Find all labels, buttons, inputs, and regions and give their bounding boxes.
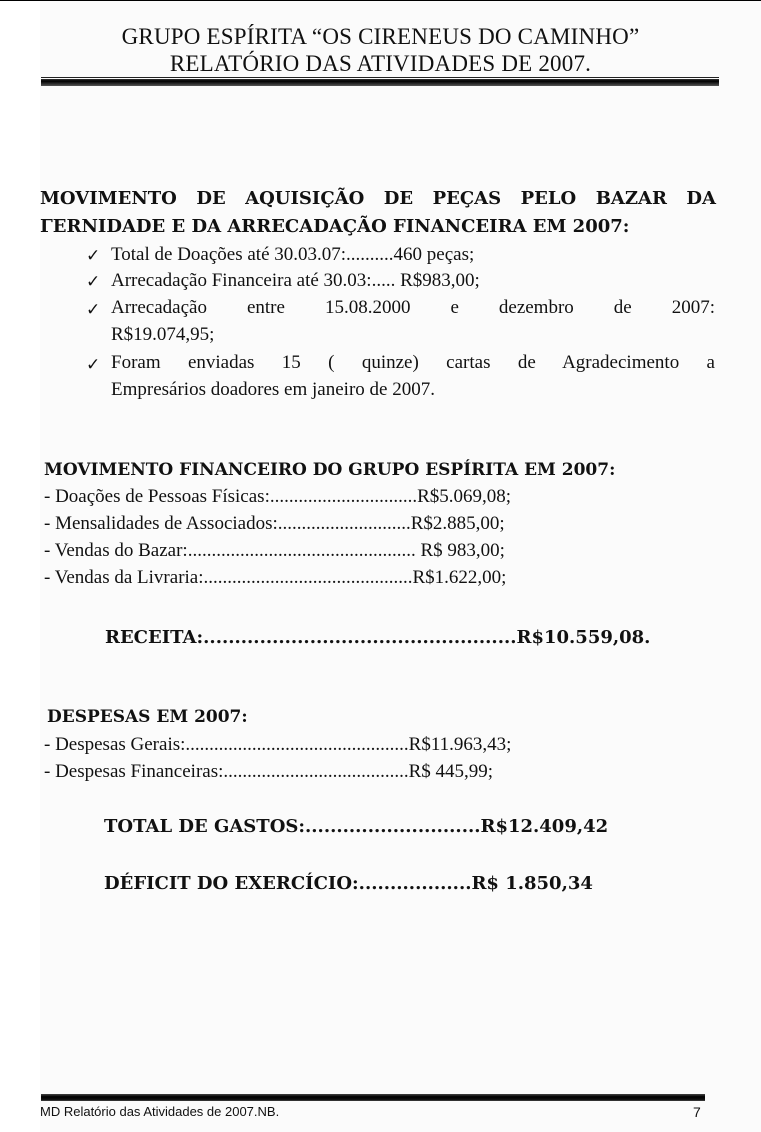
expense-row: - Despesas Financeiras:.......................................R$ 445,99; [44, 761, 494, 782]
check-icon: ✓ [86, 246, 101, 266]
total-gastos: TOTAL DE GASTOS:............................R$12.409,42 [104, 816, 609, 837]
section1-item: Arrecadação entre 15.08.2000 e dezembro de 2007: [111, 297, 715, 318]
income-row: - Doações de Pessoas Físicas:...............................R$5.069,08; [44, 486, 512, 507]
section1-item: Total de Doações até 30.03.07:..........460 peças; [111, 244, 475, 265]
expense-row: - Despesas Gerais:...............................................R$11.963,43; [44, 734, 512, 755]
header-subtitle: RELATÓRIO DAS ATIVIDADES DE 2007. [169, 51, 592, 76]
section1-title-line2: ΓERNIDADE E DA ARRECADAÇÃO FINANCEIRA EM 2007: [40, 216, 630, 237]
income-row: - Vendas do Bazar:................................................ R$ 983,00; [44, 540, 505, 561]
income-row: - Vendas da Livraria:............................................R$1.622,00; [44, 567, 507, 588]
section1-item-continuation: Empresários doadores em janeiro de 2007. [111, 379, 435, 400]
check-icon: ✓ [86, 272, 101, 292]
income-row: - Mensalidades de Associados:............................R$2.885,00; [44, 513, 505, 534]
deficit: DÉFICIT DO EXERCÍCIO:..................R$ 1.850,34 [104, 873, 593, 894]
total-receita: RECEITA:..................................................R$10.559,08. [105, 627, 651, 648]
section1-item-continuation: R$19.074,95; [111, 324, 215, 345]
header-rule [41, 79, 719, 86]
check-icon: ✓ [86, 300, 101, 320]
check-icon: ✓ [86, 355, 101, 375]
section1-title-line1: MOVIMENTO DE AQUISIÇÃO DE PEÇAS PELO BAZAR DA [40, 188, 716, 209]
footer-text: MD Relatório das Atividades de 2007.NB. [40, 1104, 280, 1119]
section1-item: Arrecadação Financeira até 30.03:..... R$983,00; [111, 270, 480, 291]
page-number: 7 [693, 1104, 701, 1120]
header-rule-thin [41, 77, 719, 78]
header-title: GRUPO ESPÍRITA “OS CIRENEUS DO CAMINHO” [121, 24, 640, 49]
footer-rule [41, 1094, 705, 1101]
section2-title: MOVIMENTO FINANCEIRO DO GRUPO ESPÍRITA EM 2007: [44, 460, 616, 480]
section1-item: Foram enviadas 15 ( quinze) cartas de Agradecimento a [111, 352, 715, 373]
section3-title: DESPESAS EM 2007: [47, 707, 248, 727]
